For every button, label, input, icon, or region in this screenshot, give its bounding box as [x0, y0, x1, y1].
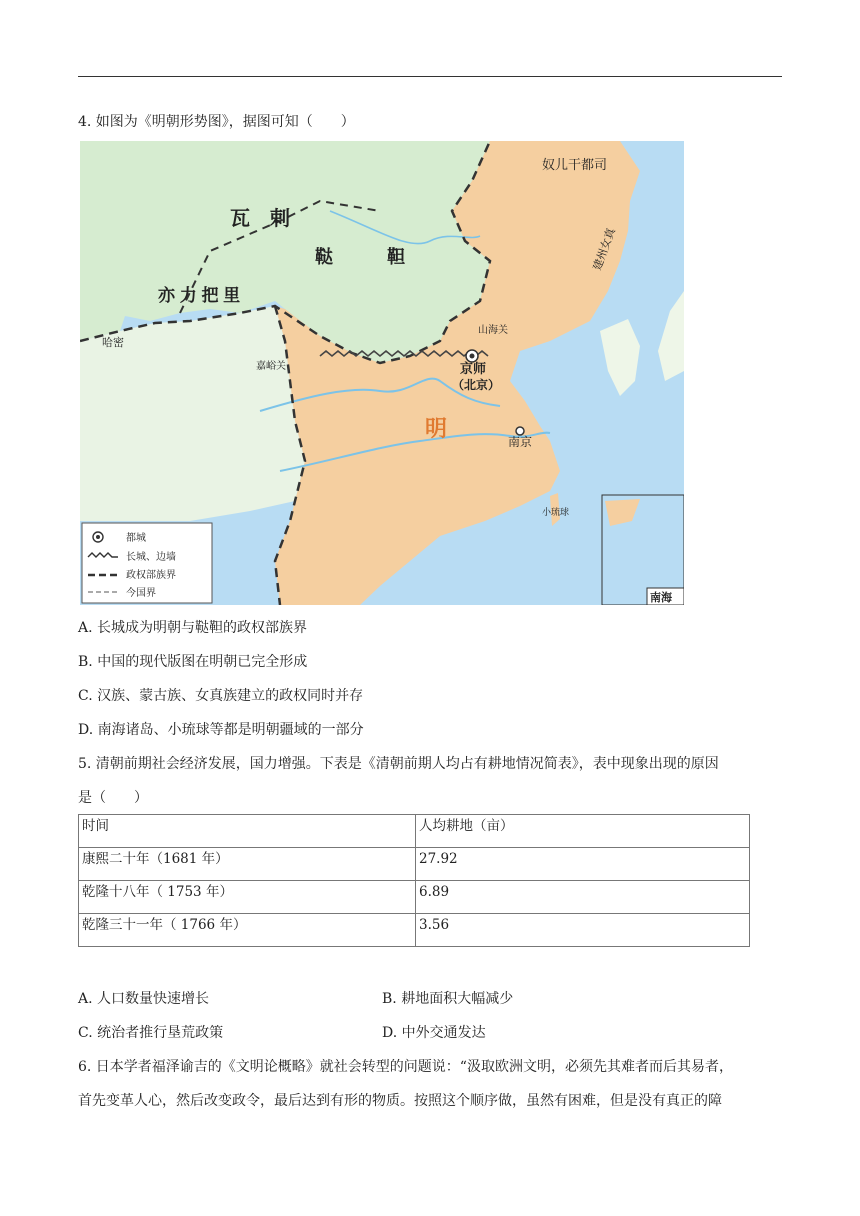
- q5-option-a: A. 人口数量快速增长: [78, 991, 210, 1007]
- label-jiayuguan: 嘉峪关: [256, 361, 286, 372]
- question-5-stem-line2: 是（ ）: [78, 790, 148, 806]
- question-6-line1: 6. 日本学者福泽谕吉的《文明论概略》就社会转型的问题说：“汲取欧洲文明，必须先其难者而后其易者，: [78, 1059, 733, 1075]
- table-header-farmland: 人均耕地（亩）: [416, 815, 750, 848]
- q5-option-b: B. 耕地面积大幅减少: [382, 991, 514, 1007]
- table-cell-value: 3.56: [416, 914, 750, 947]
- label-xiaoliuqiu: 小琉球: [542, 507, 570, 517]
- label-shanhaiguan: 山海关: [478, 325, 508, 336]
- table-header-time: 时间: [79, 815, 416, 848]
- label-ming: 明: [425, 416, 448, 441]
- label-hami: 哈密: [102, 337, 124, 349]
- table-cell-time: 乾隆三十一年（ 1766 年）: [79, 914, 416, 947]
- table-row: [79, 914, 750, 947]
- label-jingshi: 京师: [460, 361, 487, 376]
- label-yilibali: 亦 力 把 里: [158, 286, 241, 305]
- label-jianzhou: 建州女真: [591, 226, 618, 273]
- q4-option-c: C. 汉族、蒙古族、女真族建立的政权同时并存: [78, 688, 364, 704]
- table-cell-time: 康熙二十年（1681 年）: [79, 848, 416, 881]
- q4-option-b: B. 中国的现代版图在明朝已完全形成: [78, 654, 308, 670]
- label-nanhai: 南海: [650, 592, 672, 604]
- legend-boundary: 政权部族界: [126, 570, 176, 581]
- table-cell-value: 6.89: [416, 881, 750, 914]
- legend-capital: 都城: [126, 533, 146, 544]
- label-dada: 鞑 靼: [315, 247, 405, 267]
- label-wala: 瓦 剌: [230, 208, 290, 230]
- question-5-stem-line1: 5. 清朝前期社会经济发展，国力增强。下表是《清朝前期人均占有耕地情况简表》，表中现象出现的原因: [78, 756, 719, 772]
- question-6-line2: 首先变革人心，然后改变政令，最后达到有形的物质。按照这个顺序做，虽然有困难，但是没有真正的障: [78, 1093, 722, 1109]
- q5-option-d: D. 中外交通发达: [382, 1025, 486, 1041]
- ming-dynasty-map: [80, 141, 684, 605]
- legend-wall: 长城、边墙: [126, 552, 176, 563]
- legend-modern: 今国界: [126, 588, 156, 599]
- label-beijing: （北京）: [452, 378, 501, 392]
- table-header-row: [79, 815, 750, 848]
- farmland-table: [78, 814, 750, 947]
- table-row: [79, 881, 750, 914]
- label-nanjing: 南京: [508, 435, 533, 449]
- header-rule: [78, 76, 782, 77]
- question-4-stem: 4. 如图为《明朝形势图》，据图可知（ ）: [78, 114, 355, 130]
- nanjing-marker: [516, 427, 524, 435]
- q4-option-d: D. 南海诸岛、小琉球等都是明朝疆域的一部分: [78, 722, 364, 738]
- table-row: [79, 848, 750, 881]
- table-cell-time: 乾隆十八年（ 1753 年）: [79, 881, 416, 914]
- table-cell-value: 27.92: [416, 848, 750, 881]
- q5-option-c: C. 统治者推行垦荒政策: [78, 1025, 224, 1041]
- label-nuergan: 奴儿干都司: [542, 157, 608, 172]
- q4-option-a: A. 长城成为明朝与鞑靼的政权部族界: [78, 620, 308, 636]
